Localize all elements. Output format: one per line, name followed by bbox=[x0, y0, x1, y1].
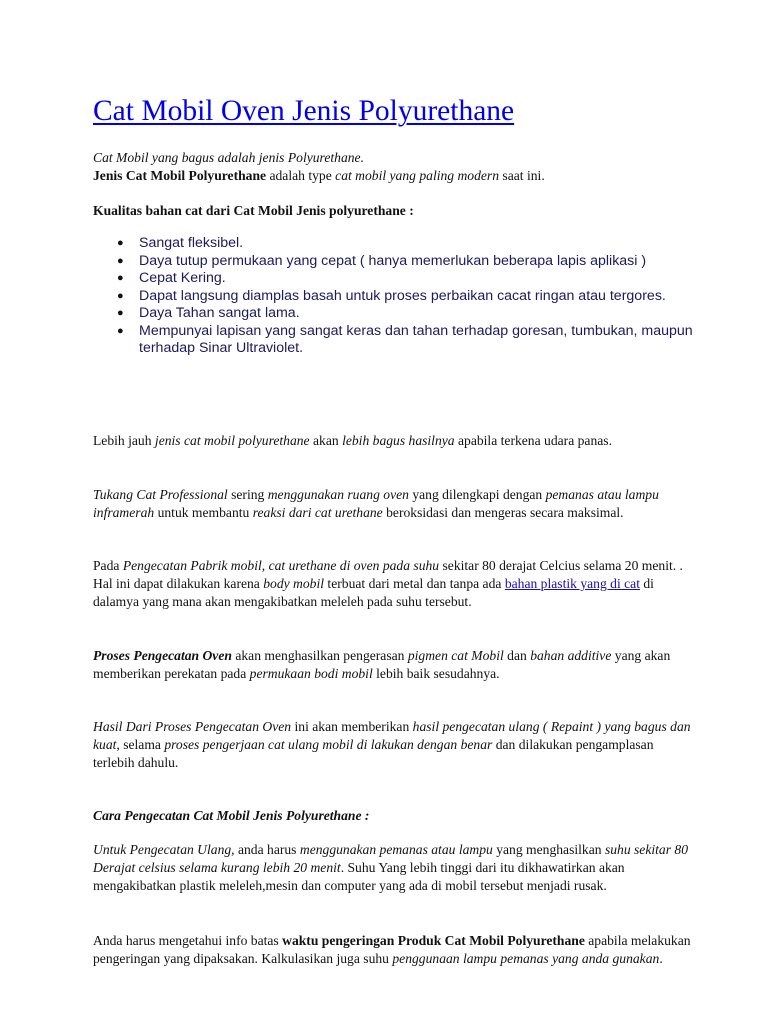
bold-italic-term: Proses Pengecatan Oven bbox=[93, 648, 232, 663]
text: yang menghasilkan bbox=[492, 842, 605, 857]
italic-term: proses pengerjaan cat ulang mobil di lakukan dengan benar bbox=[164, 737, 493, 752]
list-item-text: Dapat langsung diamplas basah untuk proses perbaikan cacat ringan atau tergores. bbox=[139, 287, 666, 304]
text: dan bbox=[503, 648, 531, 663]
list-item bbox=[93, 305, 693, 323]
text: akan bbox=[309, 433, 343, 448]
paragraph-tukang-cat bbox=[93, 486, 693, 522]
bullet-icon: ● bbox=[117, 307, 124, 319]
paragraph-proses-oven bbox=[93, 647, 693, 683]
text: , anda harus bbox=[231, 842, 300, 857]
italic-term: jenis cat mobil polyurethane bbox=[154, 433, 310, 448]
intro-paragraph bbox=[93, 149, 693, 185]
italic-term: Tukang Cat Professional bbox=[93, 487, 228, 502]
quality-heading-text: Kualitas bahan cat dari Cat Mobil Jenis polyurethane : bbox=[93, 203, 414, 218]
quality-heading bbox=[93, 202, 693, 220]
text: apabila melakukan pengeringan yang dipaksakan. Kalkulasikan juga suhu bbox=[93, 933, 691, 966]
bullet-icon: ● bbox=[117, 254, 124, 267]
paragraph-pengecatan-ulang bbox=[93, 841, 693, 895]
italic-term: body mobil bbox=[263, 576, 325, 591]
bullet-icon: ● bbox=[117, 237, 124, 249]
intro-text-end: saat ini. bbox=[499, 168, 545, 183]
bullet-icon: ● bbox=[117, 272, 124, 284]
intro-line-1: Cat Mobil yang bagus adalah jenis Polyurethane. bbox=[93, 150, 364, 165]
list-item bbox=[93, 235, 693, 253]
text: apabila terkena udara panas. bbox=[454, 433, 612, 448]
italic-term: pigmen cat Mobil bbox=[407, 648, 504, 663]
text: akan menghasilkan pengerasan bbox=[231, 648, 408, 663]
italic-term: Pengecatan Pabrik mobil bbox=[122, 558, 262, 573]
italic-term: suhu sekitar 80 Derajat celsius selama kurang lebih 20 menit bbox=[93, 842, 689, 875]
quality-list bbox=[93, 235, 693, 358]
list-item bbox=[93, 323, 693, 358]
bullet-icon: ● bbox=[117, 289, 124, 302]
text: Pada bbox=[93, 558, 123, 573]
text: yang akan memberikan perekatan pada bbox=[93, 648, 671, 681]
text: ini akan memberikan bbox=[291, 719, 413, 734]
list-item-text: Daya Tahan sangat lama. bbox=[139, 305, 300, 321]
italic-term: hasil pengecatan ulang ( Repaint ) yang bagus dan kuat bbox=[93, 719, 691, 752]
paragraph-info-batas bbox=[93, 932, 693, 968]
italic-term: cat urethane di oven pada suhu bbox=[268, 558, 440, 573]
italic-term: pemanas atau lampu inframerah bbox=[93, 487, 659, 520]
italic-term: Untuk Pengecatan Ulang bbox=[93, 842, 232, 857]
text: yang dilengkapi dengan bbox=[408, 487, 546, 502]
intro-italic-term: cat mobil yang paling modern bbox=[335, 168, 500, 183]
cara-heading-text: Cara Pengecatan Cat Mobil Jenis Polyurethane : bbox=[93, 808, 370, 823]
italic-term: bahan additive bbox=[530, 648, 612, 663]
text: , selama bbox=[116, 737, 165, 752]
italic-term: reaksi dari cat urethane bbox=[252, 505, 383, 520]
text: terbuat dari metal dan tanpa ada bbox=[324, 576, 505, 591]
page-title[interactable]: Cat Mobil Oven Jenis Polyurethane bbox=[93, 95, 515, 127]
text: untuk membantu bbox=[154, 505, 253, 520]
italic-term: permukaan bodi mobil bbox=[249, 666, 373, 681]
text: Anda harus mengetahui info batas bbox=[93, 933, 283, 948]
list-item bbox=[93, 253, 693, 271]
text: . bbox=[659, 951, 663, 966]
italic-term: Hasil Dari Proses Pengecatan Oven bbox=[93, 719, 292, 734]
plastic-link[interactable]: bahan plastik yang di cat bbox=[504, 576, 640, 591]
list-item-text: Cepat Kering. bbox=[139, 270, 226, 286]
text: sekitar 80 derajat Celcius selama 20 menit. . Hal ini dapat dilakukan karena bbox=[93, 558, 683, 591]
list-item-text: Mempunyai lapisan yang sangat keras dan tahan terhadap goresan, tumbukan, maupun terhadap Sinar Ultraviolet. bbox=[139, 322, 693, 356]
italic-term: menggunakan ruang oven bbox=[267, 487, 409, 502]
intro-bold-term: Jenis Cat Mobil Polyurethane bbox=[93, 168, 267, 183]
paragraph-pabrik bbox=[93, 557, 693, 611]
paragraph-lebih-jauh bbox=[93, 432, 693, 450]
text: . Suhu Yang lebih tinggi dari itu dikhawatirkan akan mengakibatkan plastik meleleh,mesin dan computer yang ada di mobil tersebut menjadi rusak. bbox=[93, 860, 625, 893]
list-item bbox=[93, 270, 693, 288]
paragraph-hasil bbox=[93, 718, 693, 772]
bold-term: waktu pengeringan Produk Cat Mobil Polyurethane bbox=[282, 933, 585, 948]
text: , bbox=[261, 558, 269, 573]
italic-term: penggunaan lampu pemanas yang anda gunakan bbox=[392, 951, 660, 966]
text: di dalamya yang mana akan mengakibatkan meleleh pada suhu tersebut. bbox=[93, 576, 654, 609]
list-item-text: Sangat fleksibel. bbox=[139, 235, 244, 251]
intro-text: adalah type bbox=[266, 168, 336, 183]
cara-heading bbox=[93, 807, 693, 825]
bullet-icon: ● bbox=[117, 324, 124, 337]
text: sering bbox=[227, 487, 268, 502]
text: lebih baik sesudahnya. bbox=[372, 666, 500, 681]
text: dan dilakukan pengamplasan terlebih dahulu. bbox=[93, 737, 654, 770]
list-item-text: Daya tutup permukaan yang cepat ( hanya memerlukan beberapa lapis aplikasi ) bbox=[139, 252, 647, 269]
italic-term: lebih bagus hasilnya bbox=[342, 433, 455, 448]
list-item bbox=[93, 288, 693, 306]
text: beroksidasi dan mengeras secara maksimal. bbox=[382, 505, 624, 520]
text: Lebih jauh bbox=[93, 433, 155, 448]
italic-term: menggunakan pemanas atau lampu bbox=[299, 842, 493, 857]
